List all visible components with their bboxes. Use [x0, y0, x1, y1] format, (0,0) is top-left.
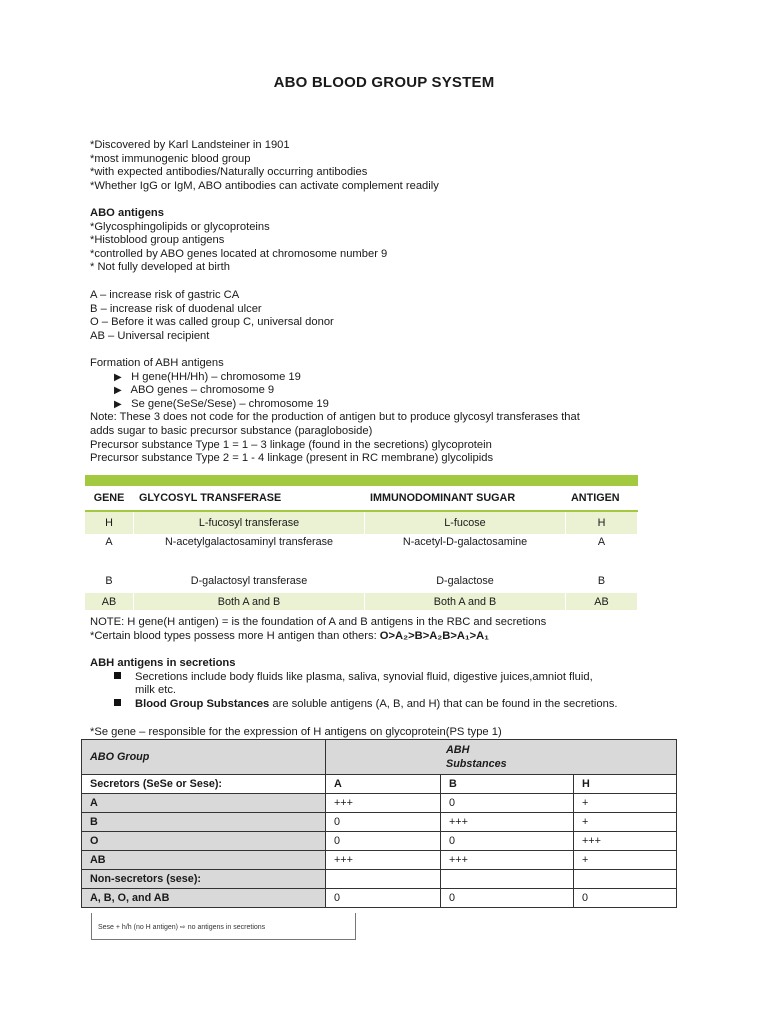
- column-header: A: [326, 775, 441, 794]
- footnote-box: Sese + h/h (no H antigen) ⇨ no antigens in secretions: [91, 913, 356, 940]
- row-label: AB: [82, 851, 326, 870]
- column-header: B: [441, 775, 574, 794]
- antigen-line: *controlled by ABO genes located at chromosome number 9: [90, 247, 388, 260]
- note-line: Precursor substance Type 1 = 1 – 3 linkage (found in the secretions) glycoprotein: [90, 438, 492, 451]
- secretors-row: [82, 775, 677, 794]
- table-cell: +++: [441, 813, 574, 832]
- table-cell: 0: [326, 832, 441, 851]
- table-cell: H: [566, 511, 638, 534]
- antigen-line: * Not fully developed at birth: [90, 261, 230, 274]
- substances-header: Substances: [446, 758, 507, 770]
- table-cell: [441, 870, 574, 889]
- risk-section: [90, 289, 334, 343]
- table-cell: B: [85, 569, 134, 593]
- table-cell: +++: [441, 851, 574, 870]
- bullet-item: [90, 371, 580, 385]
- table-row: [82, 889, 677, 908]
- table-cell: +: [574, 794, 677, 813]
- section-heading: ABO antigens: [90, 207, 164, 219]
- intro-section: [90, 139, 439, 193]
- transferase-table: [85, 475, 638, 610]
- se-gene-line: *Se gene – responsible for the expression of H antigens on glycoprotein(PS type 1): [90, 726, 502, 738]
- table-cell: N-acetylgalactosaminyl transferase: [134, 534, 365, 569]
- row-label: B: [82, 813, 326, 832]
- table-cell: AB: [85, 593, 134, 610]
- abh-substances-header: [326, 740, 677, 775]
- table-row: [85, 593, 638, 610]
- bullet-text: Se gene(SeSe/Sese) – chromosome 19: [131, 397, 329, 410]
- risk-line: AB – Universal recipient: [90, 329, 210, 342]
- table-row: [82, 813, 677, 832]
- table-cell: A: [566, 534, 638, 569]
- risk-line: B – increase risk of duodenal ulcer: [90, 302, 262, 315]
- table-row: [82, 851, 677, 870]
- table-cell: +++: [326, 851, 441, 870]
- table-cell: B: [566, 569, 638, 593]
- bullet-item: [90, 671, 618, 685]
- note-line: Note: These 3 does not code for the production of antigen but to produce glycosyl transferases that: [90, 411, 580, 424]
- triangle-bullet-icon: ▶: [114, 385, 122, 397]
- note-line: NOTE: H gene(H antigen) = is the foundation of A and B antigens in the RBC and secretions: [90, 616, 547, 628]
- row-label: Secretors (SeSe or Sese):: [82, 775, 326, 794]
- intro-line: *with expected antibodies/Naturally occurring antibodies: [90, 166, 368, 179]
- intro-line: *most immunogenic blood group: [90, 152, 251, 165]
- bullet-bold-text: Blood Group Substances: [135, 697, 270, 710]
- table-cell: L-fucosyl transferase: [134, 511, 365, 534]
- table-cell: N-acetyl-D-galactosamine: [365, 534, 566, 569]
- bullet-text: ABO genes – chromosome 9: [130, 384, 275, 397]
- note-text: *Certain blood types possess more H antigen than others:: [90, 629, 380, 642]
- row-label: A: [82, 794, 326, 813]
- row-label: A, B, O, and AB: [82, 889, 326, 908]
- note-line: adds sugar to basic precursor substance (paragloboside): [90, 424, 373, 437]
- column-header: GLYCOSYL TRANSFERASE: [134, 486, 365, 511]
- triangle-bullet-icon: ▶: [114, 398, 122, 410]
- section-heading: Formation of ABH antigens: [90, 357, 224, 369]
- bullet-item: [90, 698, 618, 712]
- table-cell: [326, 870, 441, 889]
- table-cell: +: [574, 813, 677, 832]
- column-header: H: [574, 775, 677, 794]
- table-cell: A: [85, 534, 134, 569]
- row-label: O: [82, 832, 326, 851]
- antigen-line: *Glycosphingolipids or glycoproteins: [90, 220, 270, 233]
- column-header: ANTIGEN: [566, 486, 638, 511]
- table-cell: 0: [441, 794, 574, 813]
- bullet-item: [90, 398, 580, 412]
- triangle-bullet-icon: ▶: [114, 371, 122, 383]
- table-cell: 0: [441, 889, 574, 908]
- abh-substances-table: [81, 739, 677, 908]
- intro-line: *Whether IgG or IgM, ABO antibodies can activate complement readily: [90, 179, 439, 192]
- section-heading: ABH antigens in secretions: [90, 657, 236, 669]
- table-cell: AB: [566, 593, 638, 610]
- h-antigen-order: O>A₂>B>A₂B>A₁>A₁: [379, 629, 489, 642]
- formation-section: [90, 357, 580, 466]
- table-cell: +: [574, 851, 677, 870]
- square-bullet-icon: [114, 672, 121, 679]
- table-cell: 0: [326, 813, 441, 832]
- square-bullet-icon: [114, 699, 121, 706]
- row-label: Non-secretors (sese):: [82, 870, 326, 889]
- table-row: [85, 534, 638, 569]
- table-header-row: [85, 486, 638, 511]
- column-header: ABO Group: [82, 740, 326, 775]
- bullet-continuation: milk etc.: [135, 684, 177, 697]
- table-cell: Both A and B: [365, 593, 566, 610]
- abo-antigens-section: [90, 207, 387, 275]
- h-antigen-note: [90, 616, 546, 643]
- intro-line: *Discovered by Karl Landsteiner in 1901: [90, 139, 290, 151]
- table-cell: H: [85, 511, 134, 534]
- table-cell: 0: [326, 889, 441, 908]
- column-header: GENE: [85, 486, 134, 511]
- table-accent-band: [85, 475, 638, 486]
- table-cell: +++: [326, 794, 441, 813]
- antigen-line: *Histoblood group antigens: [90, 234, 225, 247]
- table-row: [85, 569, 638, 593]
- table-cell: [574, 870, 677, 889]
- note-line: [90, 630, 546, 644]
- secretions-section: [90, 657, 618, 711]
- bullet-text: Secretions include body fluids like plasma, saliva, synovial fluid, digestive juices,amniot fluid,: [135, 670, 593, 683]
- bullet-item: [90, 384, 580, 398]
- table-cell: D-galactosyl transferase: [134, 569, 365, 593]
- column-header: IMMUNODOMINANT SUGAR: [365, 486, 566, 511]
- table-row: [82, 794, 677, 813]
- risk-line: A – increase risk of gastric CA: [90, 289, 240, 301]
- table-row: [82, 832, 677, 851]
- risk-line: O – Before it was called group C, universal donor: [90, 316, 334, 329]
- table-header-row: [82, 740, 677, 775]
- table-cell: 0: [574, 889, 677, 908]
- note-line: Precursor substance Type 2 = 1 - 4 linkage (present in RC membrane) glycolipids: [90, 452, 494, 465]
- table-cell: +++: [574, 832, 677, 851]
- bullet-text: are soluble antigens (A, B, and H) that can be found in the secretions.: [269, 697, 618, 710]
- abh-header: ABH: [446, 744, 470, 756]
- table-cell: 0: [441, 832, 574, 851]
- bullet-text: H gene(HH/Hh) – chromosome 19: [131, 370, 301, 383]
- page-title: ABO BLOOD GROUP SYSTEM: [273, 74, 495, 91]
- table-cell: D-galactose: [365, 569, 566, 593]
- table-cell: L-fucose: [365, 511, 566, 534]
- table-cell: Both A and B: [134, 593, 365, 610]
- nonsecretors-row: [82, 870, 677, 889]
- table-row: [85, 511, 638, 534]
